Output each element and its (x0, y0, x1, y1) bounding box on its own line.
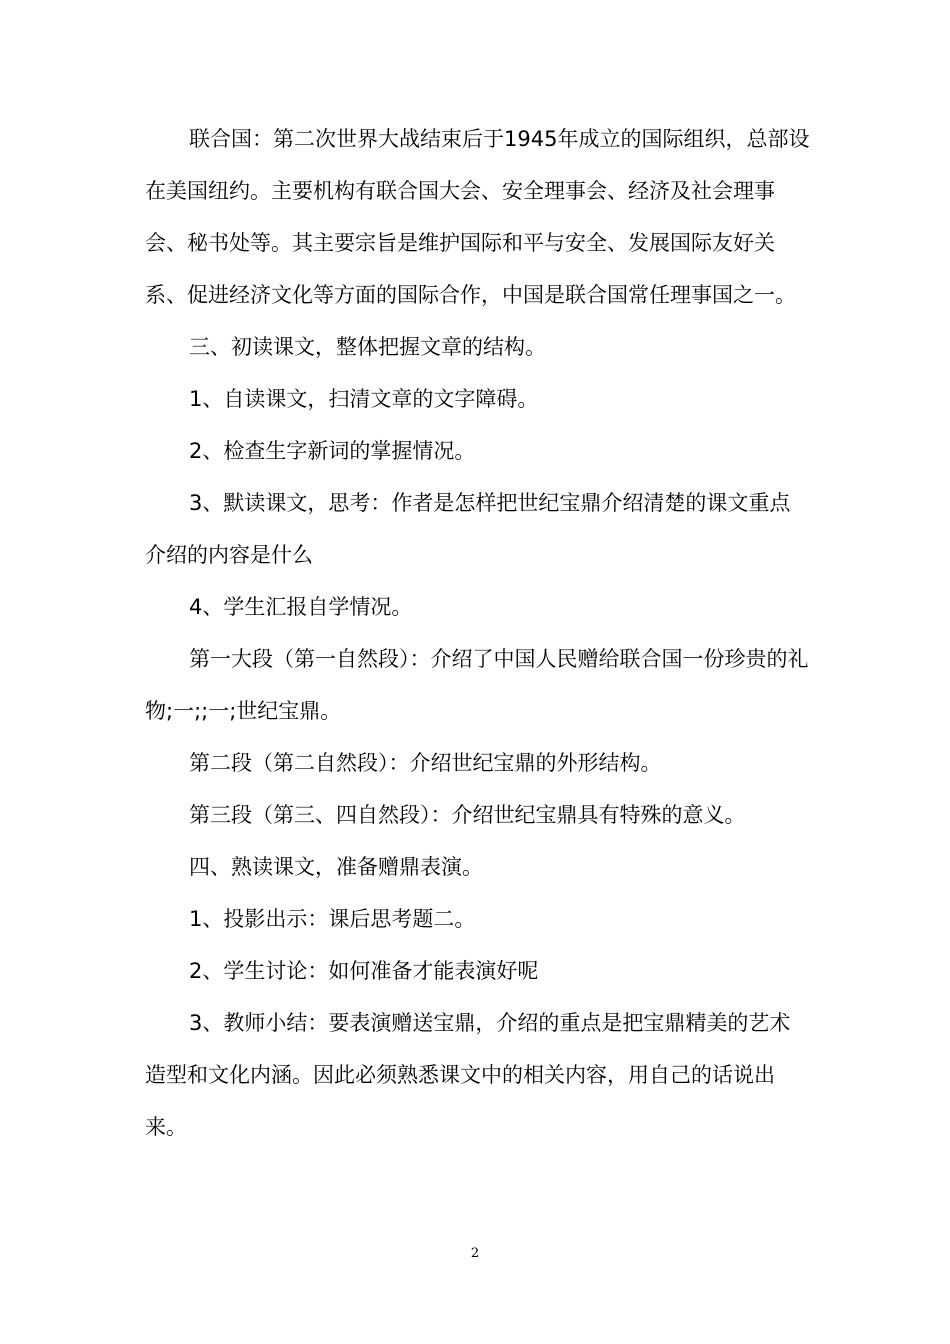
paragraph-un-definition: 联合国：第二次世界大战结束后于1945年成立的国际组织，总部设在美国纽约。主要机构有联合国大会、安全理事会、经济及社会理事会、秘书处等。其主要宗旨是维护国际和平与安全、发展国际友好关系、促进经济文化等方面的国际合作，中国是联合国常任理事国之一。 (145, 127, 810, 307)
paragraph-four-step-1: 1、投影出示：课后思考题二。 (189, 907, 476, 931)
paragraph-step-3: 3、默读课文，思考：作者是怎样把世纪宝鼎介绍清楚的课文重点介绍的内容是什么 (145, 491, 791, 567)
paragraph-step-1: 1、自读课文，扫清文章的文字障碍。 (189, 387, 539, 411)
paragraph-part-three: 第三段（第三、四自然段）：介绍世纪宝鼎具有特殊的意义。 (189, 803, 746, 827)
paragraph-section-four-heading: 四、熟读课文，准备赠鼎表演。 (189, 855, 483, 879)
page-number: 2 (470, 1246, 480, 1261)
paragraph-four-step-2: 2、学生讨论：如何准备才能表演好呢 (189, 959, 539, 983)
document-body (145, 113, 810, 1153)
paragraph-step-2: 2、检查生字新词的掌握情况。 (189, 439, 476, 463)
paragraph-section-three-heading: 三、初读课文，整体把握文章的结构。 (189, 335, 546, 359)
paragraph-part-one: 第一大段（第一自然段）：介绍了中国人民赠给联合国一份珍贵的礼物;一;;一;世纪宝鼎。 (145, 647, 809, 723)
paragraph-step-4: 4、学生汇报自学情况。 (189, 595, 413, 619)
paragraph-part-two: 第二段（第二自然段）：介绍世纪宝鼎的外形结构。 (189, 751, 662, 775)
paragraph-four-step-3: 3、教师小结：要表演赠送宝鼎，介绍的重点是把宝鼎精美的艺术造型和文化内涵。因此必须熟悉课文中的相关内容，用自己的话说出来。 (145, 1011, 791, 1139)
